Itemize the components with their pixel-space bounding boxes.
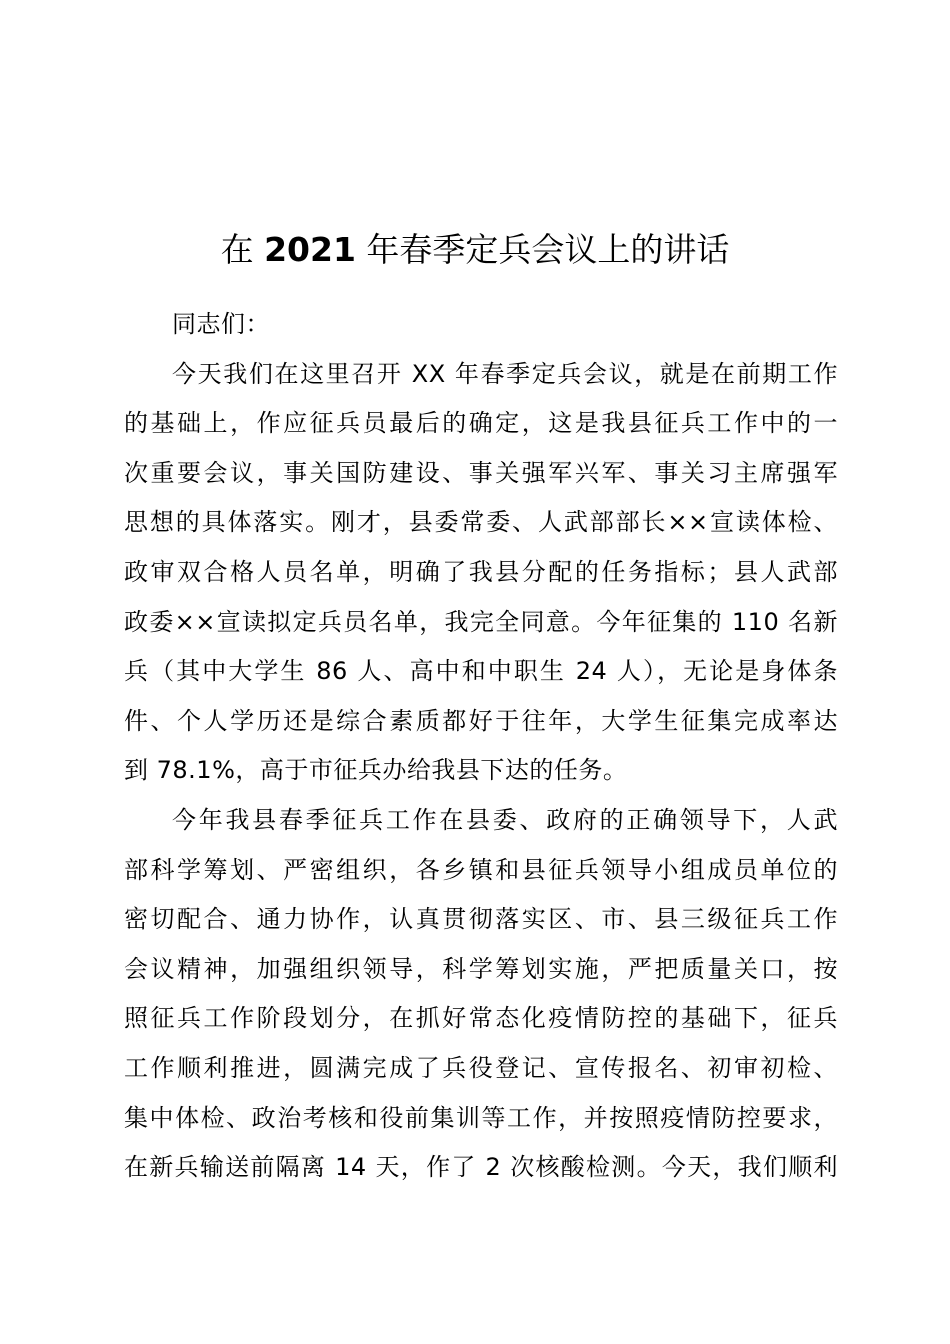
paragraph-line: 密切配合、通力协作，认真贯彻落实区、市、县三级征兵工作 bbox=[124, 905, 838, 934]
paragraph-line: 今天我们在这里召开 XX 年春季定兵会议，就是在前期工作 bbox=[172, 359, 838, 388]
document-body bbox=[124, 300, 838, 1193]
paragraph-line: 次重要会议，事关国防建设、事关强军兴军、事关习主席强军 bbox=[124, 458, 838, 487]
paragraph-line: 到 78.1%，高于市征兵办给我县下达的任务。 bbox=[124, 756, 628, 785]
title-suffix: 年春季定兵会议上的讲话 bbox=[355, 230, 730, 269]
paragraph-line: 今年我县春季征兵工作在县委、政府的正确领导下，人武 bbox=[172, 805, 838, 834]
paragraph-line: 的基础上，作应征兵员最后的确定，这是我县征兵工作中的一 bbox=[124, 409, 838, 438]
document-title bbox=[0, 222, 950, 278]
title-prefix: 在 bbox=[220, 230, 265, 269]
greeting: 同志们： bbox=[172, 310, 270, 338]
title-year: 2021 bbox=[264, 230, 356, 269]
paragraph-line: 照征兵工作阶段划分，在抓好常态化疫情防控的基础下，征兵 bbox=[124, 1004, 838, 1033]
paragraph-2 bbox=[124, 796, 838, 1193]
paragraph-1 bbox=[124, 350, 838, 796]
paragraph-line: 件、个人学历还是综合素质都好于往年，大学生征集完成率达 bbox=[124, 706, 838, 735]
paragraph-line: 兵（其中大学生 86 人、高中和中职生 24 人），无论是身体条 bbox=[124, 657, 838, 686]
paragraph-line: 工作顺利推进，圆满完成了兵役登记、宣传报名、初审初检、 bbox=[124, 1053, 838, 1082]
paragraph-line: 政审双合格人员名单，明确了我县分配的任务指标；县人武部 bbox=[124, 557, 838, 586]
paragraph-line: 思想的具体落实。刚才，县委常委、人武部部长××宣读体检、 bbox=[124, 508, 838, 537]
paragraph-line: 会议精神，加强组织领导，科学筹划实施，严把质量关口，按 bbox=[124, 954, 838, 983]
paragraph-line: 部科学筹划、严密组织，各乡镇和县征兵领导小组成员单位的 bbox=[124, 855, 838, 884]
paragraph-line: 政委××宣读拟定兵员名单，我完全同意。今年征集的 110 名新 bbox=[124, 607, 838, 636]
paragraph-line: 集中体检、政治考核和役前集训等工作，并按照疫情防控要求， bbox=[124, 1103, 838, 1132]
paragraph-line: 在新兵输送前隔离 14 天，作了 2 次核酸检测。今天，我们顺利 bbox=[124, 1153, 838, 1182]
